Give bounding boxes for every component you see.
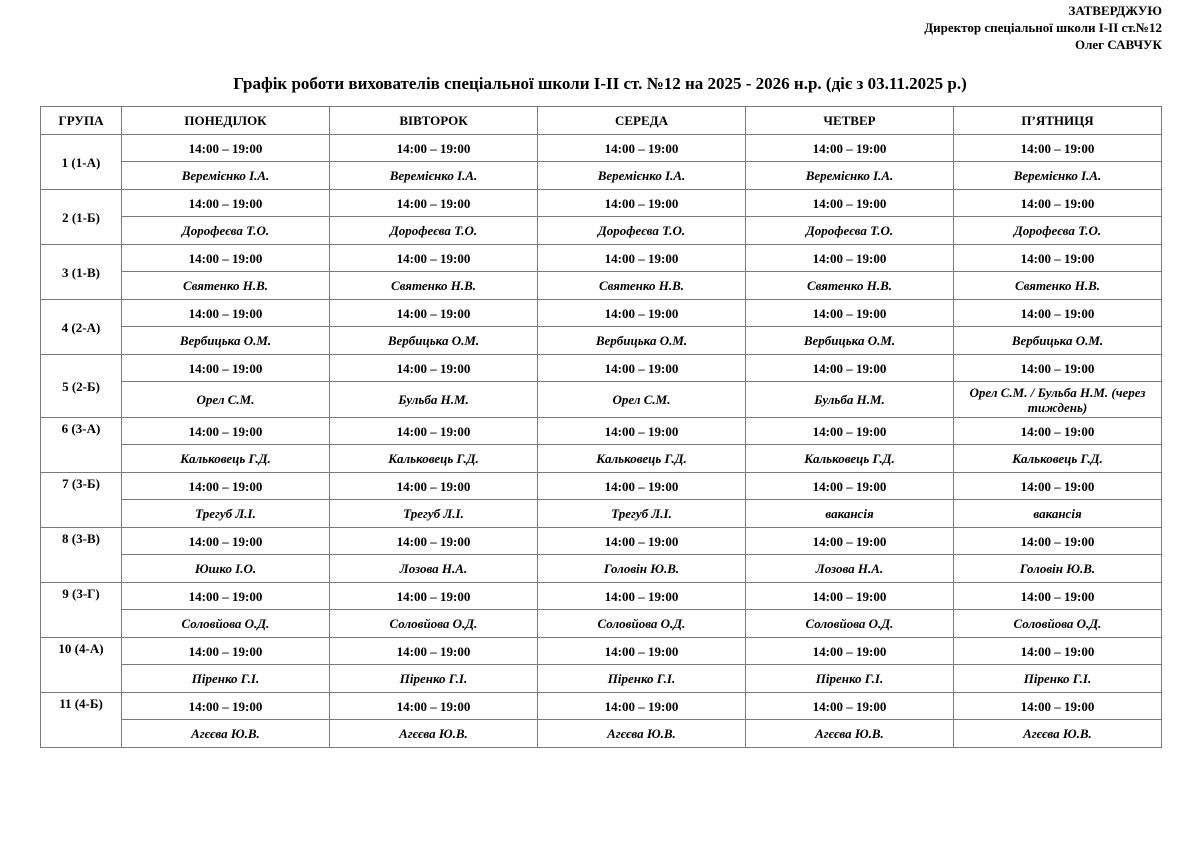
time-cell-tuesday: 14:00 – 19:00 [330, 528, 538, 555]
teacher-cell-wednesday: Трегуб Л.І. [538, 500, 746, 528]
time-cell-tuesday: 14:00 – 19:00 [330, 583, 538, 610]
teacher-cell-monday: Вербицька О.М. [122, 327, 330, 355]
table-row-teacher [41, 327, 1162, 355]
teacher-cell-wednesday: Веремієнко І.А. [538, 162, 746, 190]
teacher-cell-thursday: Кальковець Г.Д. [746, 445, 954, 473]
teacher-cell-tuesday: Кальковець Г.Д. [330, 445, 538, 473]
group-cell: 4 (2-А) [41, 300, 122, 355]
approval-position: Директор спеціальної школи І-ІІ ст.№12 [924, 20, 1162, 35]
time-cell-friday: 14:00 – 19:00 [954, 638, 1162, 665]
time-cell-tuesday: 14:00 – 19:00 [330, 638, 538, 665]
time-cell-friday: 14:00 – 19:00 [954, 355, 1162, 382]
table-row-teacher [41, 500, 1162, 528]
group-cell: 7 (3-Б) [41, 473, 122, 528]
time-cell-friday: 14:00 – 19:00 [954, 583, 1162, 610]
teacher-cell-friday: Агєєва Ю.В. [954, 720, 1162, 748]
teacher-cell-friday: Святенко Н.В. [954, 272, 1162, 300]
teacher-cell-friday: Соловйова О.Д. [954, 610, 1162, 638]
group-cell: 10 (4-А) [41, 638, 122, 693]
time-cell-monday: 14:00 – 19:00 [122, 135, 330, 162]
teacher-cell-tuesday: Лозова Н.А. [330, 555, 538, 583]
teacher-cell-thursday: Бульба Н.М. [746, 382, 954, 418]
time-cell-thursday: 14:00 – 19:00 [746, 135, 954, 162]
time-cell-monday: 14:00 – 19:00 [122, 300, 330, 327]
group-cell: 5 (2-Б) [41, 355, 122, 418]
teacher-cell-friday: Піренко Г.І. [954, 665, 1162, 693]
time-cell-monday: 14:00 – 19:00 [122, 418, 330, 445]
header-wednesday: СЕРЕДА [538, 107, 746, 135]
teacher-cell-tuesday: Агєєва Ю.В. [330, 720, 538, 748]
time-cell-thursday: 14:00 – 19:00 [746, 693, 954, 720]
teacher-cell-thursday: Веремієнко І.А. [746, 162, 954, 190]
teacher-cell-monday: Соловйова О.Д. [122, 610, 330, 638]
teacher-cell-wednesday: Піренко Г.І. [538, 665, 746, 693]
time-cell-wednesday: 14:00 – 19:00 [538, 473, 746, 500]
table-row-teacher [41, 217, 1162, 245]
teacher-cell-thursday: Агєєва Ю.В. [746, 720, 954, 748]
teacher-cell-wednesday: Кальковець Г.Д. [538, 445, 746, 473]
group-cell: 11 (4-Б) [41, 693, 122, 748]
approval-signatory: Олег САВЧУК [1075, 37, 1162, 52]
teacher-cell-wednesday: Агєєва Ю.В. [538, 720, 746, 748]
time-cell-friday: 14:00 – 19:00 [954, 528, 1162, 555]
time-cell-monday: 14:00 – 19:00 [122, 528, 330, 555]
table-row-teacher [41, 720, 1162, 748]
table-row-teacher [41, 162, 1162, 190]
table-row-time [41, 245, 1162, 272]
teacher-cell-monday: Орел С.М. [122, 382, 330, 418]
time-cell-thursday: 14:00 – 19:00 [746, 300, 954, 327]
time-cell-monday: 14:00 – 19:00 [122, 583, 330, 610]
teacher-cell-monday: Юшко І.О. [122, 555, 330, 583]
teacher-cell-monday: Кальковець Г.Д. [122, 445, 330, 473]
teacher-cell-monday: Святенко Н.В. [122, 272, 330, 300]
time-cell-monday: 14:00 – 19:00 [122, 693, 330, 720]
teacher-cell-wednesday: Святенко Н.В. [538, 272, 746, 300]
time-cell-wednesday: 14:00 – 19:00 [538, 190, 746, 217]
table-row-teacher [41, 382, 1162, 418]
teacher-cell-friday: вакансія [954, 500, 1162, 528]
table-row-teacher [41, 272, 1162, 300]
header-group: ГРУПА [41, 107, 122, 135]
time-cell-thursday: 14:00 – 19:00 [746, 190, 954, 217]
teacher-cell-wednesday: Вербицька О.М. [538, 327, 746, 355]
table-row-teacher [41, 665, 1162, 693]
teacher-cell-tuesday: Веремієнко І.А. [330, 162, 538, 190]
time-cell-wednesday: 14:00 – 19:00 [538, 135, 746, 162]
time-cell-wednesday: 14:00 – 19:00 [538, 418, 746, 445]
teacher-cell-tuesday: Бульба Н.М. [330, 382, 538, 418]
teacher-cell-tuesday: Святенко Н.В. [330, 272, 538, 300]
teacher-cell-friday: Кальковець Г.Д. [954, 445, 1162, 473]
teacher-cell-friday: Веремієнко І.А. [954, 162, 1162, 190]
header-tuesday: ВІВТОРОК [330, 107, 538, 135]
time-cell-tuesday: 14:00 – 19:00 [330, 355, 538, 382]
time-cell-wednesday: 14:00 – 19:00 [538, 583, 746, 610]
teacher-cell-thursday: вакансія [746, 500, 954, 528]
table-row-time [41, 473, 1162, 500]
teacher-cell-tuesday: Трегуб Л.І. [330, 500, 538, 528]
group-cell: 8 (3-В) [41, 528, 122, 583]
time-cell-tuesday: 14:00 – 19:00 [330, 190, 538, 217]
teacher-cell-thursday: Дорофеєва Т.О. [746, 217, 954, 245]
time-cell-friday: 14:00 – 19:00 [954, 473, 1162, 500]
time-cell-thursday: 14:00 – 19:00 [746, 583, 954, 610]
teacher-cell-thursday: Лозова Н.А. [746, 555, 954, 583]
group-cell: 6 (3-А) [41, 418, 122, 473]
time-cell-wednesday: 14:00 – 19:00 [538, 245, 746, 272]
time-cell-thursday: 14:00 – 19:00 [746, 355, 954, 382]
group-cell: 2 (1-Б) [41, 190, 122, 245]
time-cell-friday: 14:00 – 19:00 [954, 418, 1162, 445]
teacher-cell-wednesday: Орел С.М. [538, 382, 746, 418]
approval-title: ЗАТВЕРДЖУЮ [1068, 3, 1162, 18]
group-cell: 9 (3-Г) [41, 583, 122, 638]
teacher-cell-monday: Дорофеєва Т.О. [122, 217, 330, 245]
teacher-cell-thursday: Піренко Г.І. [746, 665, 954, 693]
time-cell-wednesday: 14:00 – 19:00 [538, 638, 746, 665]
table-row-teacher [41, 555, 1162, 583]
table-row-teacher [41, 610, 1162, 638]
teacher-cell-friday: Дорофеєва Т.О. [954, 217, 1162, 245]
time-cell-thursday: 14:00 – 19:00 [746, 245, 954, 272]
time-cell-thursday: 14:00 – 19:00 [746, 528, 954, 555]
time-cell-tuesday: 14:00 – 19:00 [330, 418, 538, 445]
header-thursday: ЧЕТВЕР [746, 107, 954, 135]
table-row-time [41, 300, 1162, 327]
time-cell-monday: 14:00 – 19:00 [122, 473, 330, 500]
teacher-cell-tuesday: Піренко Г.І. [330, 665, 538, 693]
teacher-cell-thursday: Святенко Н.В. [746, 272, 954, 300]
table-header-row [41, 107, 1162, 135]
time-cell-thursday: 14:00 – 19:00 [746, 638, 954, 665]
teacher-cell-friday: Орел С.М. / Бульба Н.М. (через тиждень) [954, 382, 1162, 418]
time-cell-friday: 14:00 – 19:00 [954, 693, 1162, 720]
table-row-time [41, 583, 1162, 610]
table-row-time [41, 355, 1162, 382]
time-cell-monday: 14:00 – 19:00 [122, 190, 330, 217]
time-cell-tuesday: 14:00 – 19:00 [330, 245, 538, 272]
document-title: Графік роботи вихователів спеціальної школи І-ІІ ст. №12 на 2025 - 2026 н.р. (діє з 03.11.2025 р.) [233, 74, 967, 93]
teacher-cell-thursday: Соловйова О.Д. [746, 610, 954, 638]
time-cell-friday: 14:00 – 19:00 [954, 245, 1162, 272]
teacher-cell-tuesday: Соловйова О.Д. [330, 610, 538, 638]
teacher-cell-wednesday: Соловйова О.Д. [538, 610, 746, 638]
time-cell-wednesday: 14:00 – 19:00 [538, 300, 746, 327]
teacher-cell-thursday: Вербицька О.М. [746, 327, 954, 355]
time-cell-wednesday: 14:00 – 19:00 [538, 528, 746, 555]
teacher-cell-wednesday: Дорофеєва Т.О. [538, 217, 746, 245]
schedule-table [40, 106, 1162, 748]
time-cell-monday: 14:00 – 19:00 [122, 638, 330, 665]
header-monday: ПОНЕДІЛОК [122, 107, 330, 135]
group-cell: 1 (1-А) [41, 135, 122, 190]
time-cell-friday: 14:00 – 19:00 [954, 300, 1162, 327]
time-cell-monday: 14:00 – 19:00 [122, 355, 330, 382]
table-row-time [41, 528, 1162, 555]
teacher-cell-monday: Трегуб Л.І. [122, 500, 330, 528]
teacher-cell-monday: Піренко Г.І. [122, 665, 330, 693]
teacher-cell-friday: Вербицька О.М. [954, 327, 1162, 355]
group-cell: 3 (1-В) [41, 245, 122, 300]
time-cell-tuesday: 14:00 – 19:00 [330, 300, 538, 327]
time-cell-thursday: 14:00 – 19:00 [746, 473, 954, 500]
teacher-cell-monday: Агєєва Ю.В. [122, 720, 330, 748]
teacher-cell-tuesday: Вербицька О.М. [330, 327, 538, 355]
time-cell-wednesday: 14:00 – 19:00 [538, 693, 746, 720]
table-row-time [41, 135, 1162, 162]
teacher-cell-monday: Веремієнко І.А. [122, 162, 330, 190]
time-cell-tuesday: 14:00 – 19:00 [330, 135, 538, 162]
time-cell-friday: 14:00 – 19:00 [954, 135, 1162, 162]
teacher-cell-tuesday: Дорофеєва Т.О. [330, 217, 538, 245]
approval-block [924, 2, 1162, 53]
header-friday: П’ЯТНИЦЯ [954, 107, 1162, 135]
time-cell-tuesday: 14:00 – 19:00 [330, 473, 538, 500]
time-cell-wednesday: 14:00 – 19:00 [538, 355, 746, 382]
table-row-time [41, 693, 1162, 720]
table-row-time [41, 418, 1162, 445]
time-cell-monday: 14:00 – 19:00 [122, 245, 330, 272]
time-cell-tuesday: 14:00 – 19:00 [330, 693, 538, 720]
teacher-cell-friday: Головін Ю.В. [954, 555, 1162, 583]
table-row-teacher [41, 445, 1162, 473]
teacher-cell-wednesday: Головін Ю.В. [538, 555, 746, 583]
time-cell-thursday: 14:00 – 19:00 [746, 418, 954, 445]
time-cell-friday: 14:00 – 19:00 [954, 190, 1162, 217]
table-row-time [41, 638, 1162, 665]
table-row-time [41, 190, 1162, 217]
